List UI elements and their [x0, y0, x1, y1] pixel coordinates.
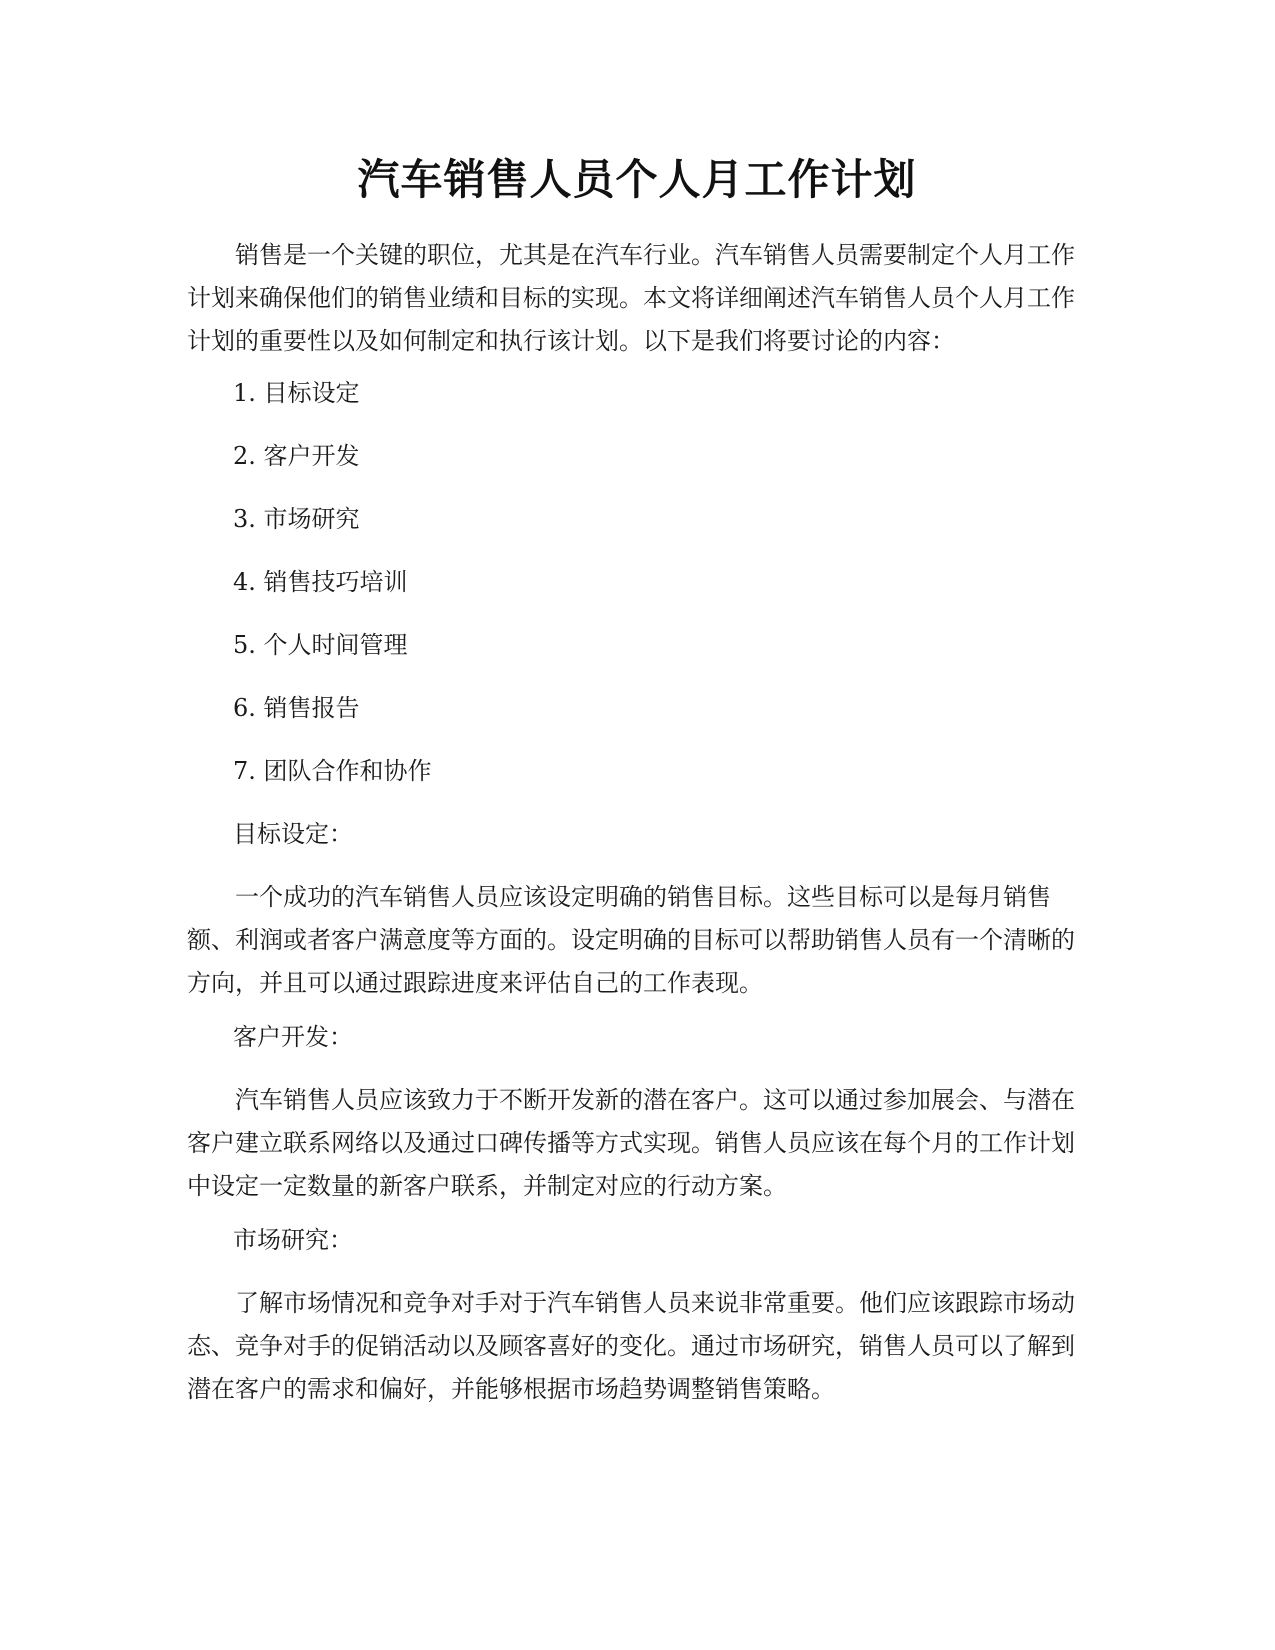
- document-page: [187, 0, 1087, 1650]
- list-item: 3. 市场研究: [233, 505, 360, 533]
- list-item: 1. 目标设定: [233, 379, 360, 407]
- document-title: 汽车销售人员个人月工作计划: [357, 155, 917, 204]
- intro-paragraph: 销售是一个关键的职位，尤其是在汽车行业。汽车销售人员需要制定个人月工作计划来确保他们的销售业绩和目标的实现。本文将详细阐述汽车销售人员个人月工作计划的重要性以及如何制定和执行该计划。以下是我们将要讨论的内容：: [187, 241, 1075, 355]
- section-heading-client-development: 客户开发：: [233, 1023, 353, 1051]
- list-item: 5. 个人时间管理: [233, 631, 408, 659]
- list-item: 7. 团队合作和协作: [233, 757, 432, 785]
- section-heading-goal-setting: 目标设定：: [233, 820, 353, 848]
- section-body-market-research: 了解市场情况和竞争对手对于汽车销售人员来说非常重要。他们应该跟踪市场动态、竞争对手的促销活动以及顾客喜好的变化。通过市场研究，销售人员可以了解到潜在客户的需求和偏好，并能够根据市场趋势调整销售策略。: [187, 1289, 1075, 1403]
- section-heading-market-research: 市场研究：: [233, 1226, 353, 1254]
- list-item: 4. 销售技巧培训: [233, 568, 408, 596]
- list-item: 2. 客户开发: [233, 442, 360, 470]
- section-body-client-development: 汽车销售人员应该致力于不断开发新的潜在客户。这可以通过参加展会、与潜在客户建立联系网络以及通过口碑传播等方式实现。销售人员应该在每个月的工作计划中设定一定数量的新客户联系，并制定对应的行动方案。: [187, 1086, 1075, 1200]
- list-item: 6. 销售报告: [233, 694, 360, 722]
- section-body-goal-setting: 一个成功的汽车销售人员应该设定明确的销售目标。这些目标可以是每月销售额、利润或者客户满意度等方面的。设定明确的目标可以帮助销售人员有一个清晰的方向，并且可以通过跟踪进度来评估自己的工作表现。: [187, 883, 1075, 997]
